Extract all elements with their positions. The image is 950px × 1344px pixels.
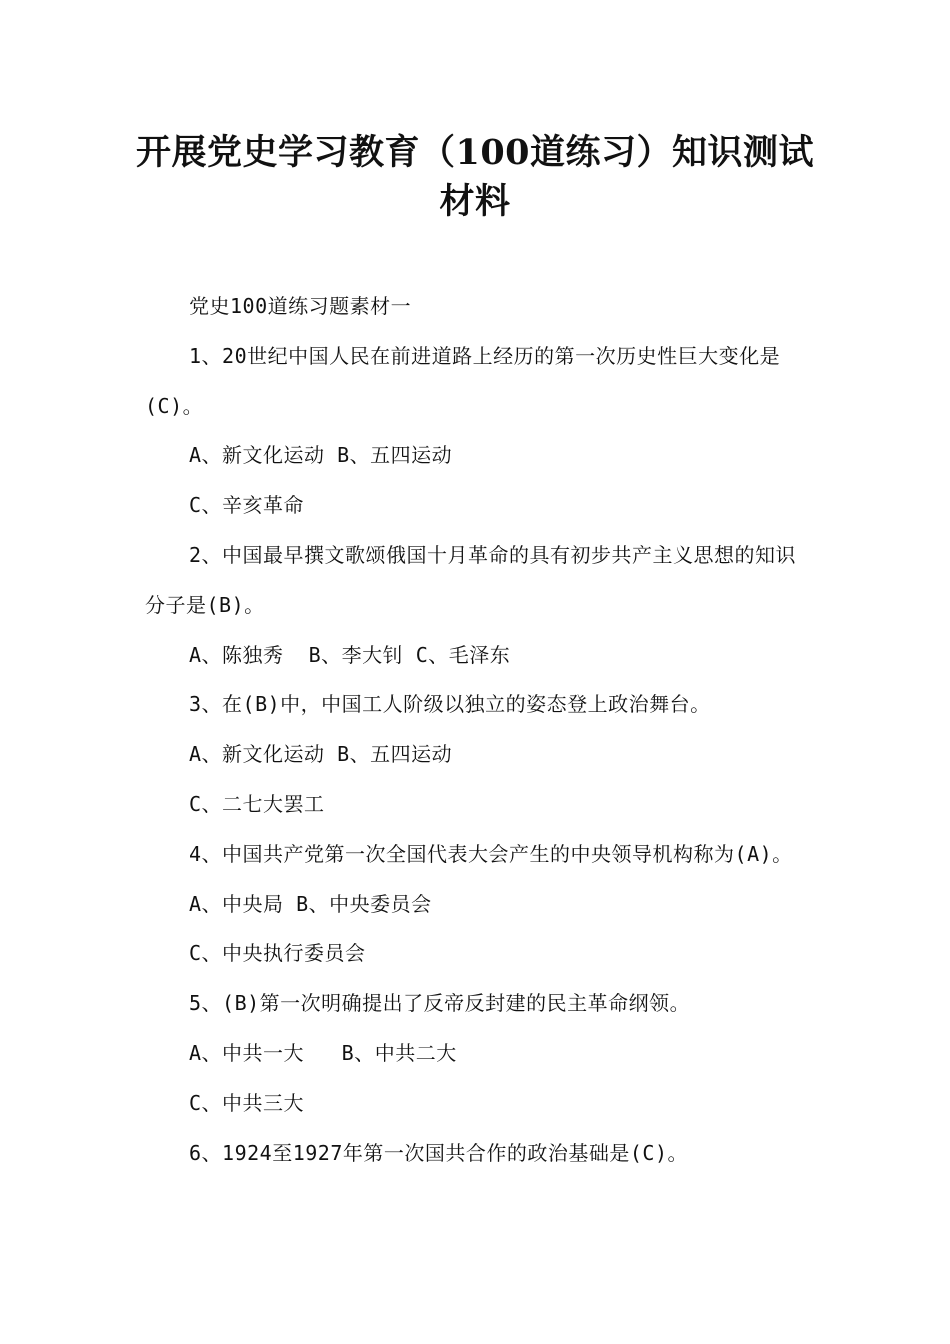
question-3-options-ab: A、新文化运动 B、五四运动: [189, 742, 453, 767]
question-5-options-ab: A、中共一大 B、中共二大: [189, 1040, 457, 1065]
document-title: [100, 128, 850, 226]
question-2-options: A、陈独秀 B、李大钊 C、毛泽东: [189, 642, 511, 667]
question-3: 3、在(B)中，中国工人阶级以独立的姿态登上政治舞台。: [189, 692, 711, 717]
question-4-options-ab: A、中央局 B、中央委员会: [189, 891, 432, 916]
question-3-option-c: C、二七大罢工: [189, 791, 325, 816]
question-4-option-c: C、中央执行委员会: [189, 941, 366, 966]
question-1-options-ab: A、新文化运动 B、五四运动: [189, 443, 453, 468]
question-1-option-c: C、辛亥革命: [189, 493, 305, 518]
question-5-option-c: C、中共三大: [189, 1090, 305, 1115]
title-line-2: 材料: [439, 181, 511, 222]
question-5: 5、(B)第一次明确提出了反帝反封建的民主革命纲领。: [189, 991, 691, 1016]
question-2: 2、中国最早撰文歌颂俄国十月革命的具有初步共产主义思想的知识分子是(B)。: [145, 542, 797, 617]
title-line-1: 开展党史学习教育（100道练习）知识测试: [135, 132, 815, 173]
question-6: 6、1924至1927年第一次国共合作的政治基础是(C)。: [189, 1140, 688, 1165]
question-4: 4、中国共产党第一次全国代表大会产生的中央领导机构称为(A)。: [189, 841, 793, 866]
question-1: 1、20世纪中国人民在前进道路上经历的第一次历史性巨大变化是(C)。: [145, 343, 781, 418]
document-body: [145, 282, 810, 1178]
section-heading: 党史100道练习题素材一: [189, 294, 412, 318]
